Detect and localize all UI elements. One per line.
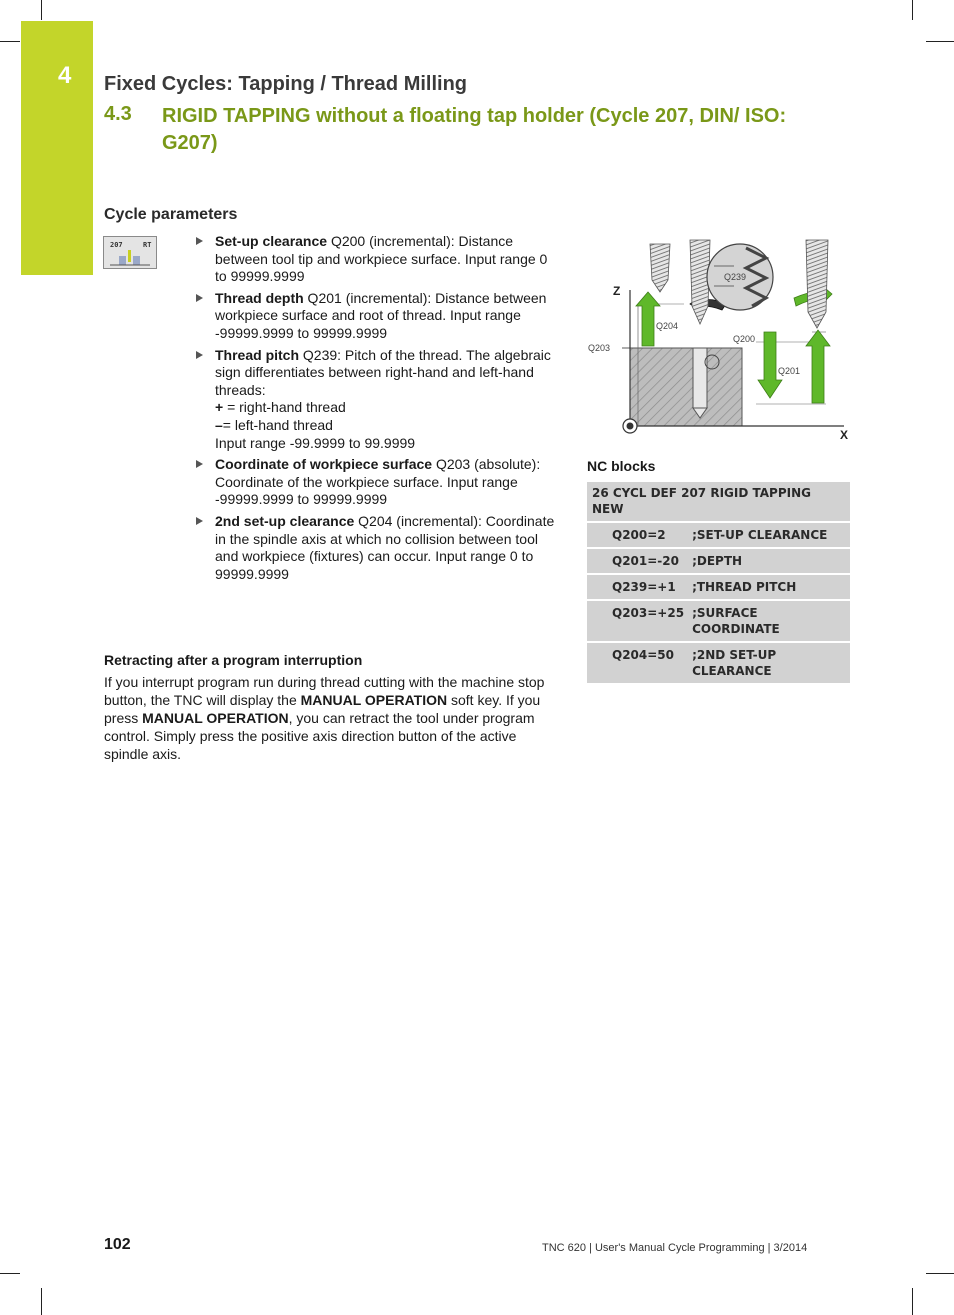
softkey-label-right: RT xyxy=(143,241,152,249)
right-hand-text: = right-hand thread xyxy=(223,399,346,416)
cycle-parameters-heading: Cycle parameters xyxy=(104,206,238,223)
param-term: Coordinate of workpiece surface xyxy=(215,456,433,473)
bullet-arrow-icon xyxy=(196,294,203,302)
crop-mark xyxy=(912,0,913,20)
q203-label: Q203 xyxy=(588,343,611,353)
param-description: Q203 (absolute): Coordinate of the workpiece surface. Input range -99999.9999 to 99999.9999 xyxy=(215,456,541,508)
table-row xyxy=(587,575,850,601)
bullet-arrow-icon xyxy=(196,460,203,468)
nc-comment: ;THREAD PITCH xyxy=(688,575,850,601)
workpiece xyxy=(630,348,742,426)
crop-mark xyxy=(41,1288,42,1315)
bullet-arrow-icon xyxy=(196,517,203,525)
plus-sign: + xyxy=(215,399,224,416)
param-thread-pitch xyxy=(194,347,556,453)
softkey-label-left: 207 xyxy=(110,241,123,249)
tap-tool-1 xyxy=(650,244,670,292)
retracting-paragraph xyxy=(104,673,549,763)
param-setup-clearance xyxy=(194,233,556,286)
nc-blocks-table xyxy=(587,482,850,685)
nc-code: Q204=50 xyxy=(587,643,688,685)
softkey-207-icon xyxy=(103,236,157,269)
tap-tool-3 xyxy=(806,240,828,328)
param-description: Q200 (incremental): Distance between tool tip and workpiece surface. Input range 0 to 99999.9999 xyxy=(215,233,548,285)
rigid-tapping-diagram xyxy=(586,236,854,446)
crop-mark xyxy=(926,1273,954,1274)
pitch-range: Input range -99.9999 to 99.9999 xyxy=(215,434,416,451)
q201-label: Q201 xyxy=(778,366,801,376)
nc-comment: ;SET-UP CLEARANCE xyxy=(688,523,850,549)
param-2nd-setup-clearance xyxy=(194,513,556,583)
nc-code: Q239=+1 xyxy=(587,575,688,601)
nc-comment: ;2ND SET-UP CLEARANCE xyxy=(688,643,850,685)
tapped-hole xyxy=(693,348,707,408)
param-term: 2nd set-up clearance xyxy=(215,512,355,529)
crop-mark xyxy=(0,1273,20,1274)
left-hand-text: = left-hand thread xyxy=(222,416,333,433)
nc-comment: ;SURFACE COORDINATE xyxy=(688,601,850,643)
retract-arrow xyxy=(806,330,830,403)
footer-text: TNC 620 | User's Manual Cycle Programming | 3/2014 xyxy=(542,1242,808,1254)
param-description: Q201 (incremental): Distance between workpiece surface and root of thread. Input range -99999.9999 to 99999.9999 xyxy=(215,289,547,341)
param-description: Q204 (incremental): Coordinate in the spindle axis at which no collision between tool and workpiece (fixtures) can occur. Input range 0 to 99999.9999 xyxy=(215,512,555,582)
nc-code: Q200=2 xyxy=(587,523,688,549)
param-surface-coordinate xyxy=(194,456,556,509)
softkey-name: MANUAL OPERATION xyxy=(300,692,448,708)
q204-arrow xyxy=(636,292,660,346)
chapter-title: Fixed Cycles: Tapping / Thread Milling xyxy=(104,73,468,95)
page-number: 102 xyxy=(104,1236,131,1253)
table-row xyxy=(587,482,850,523)
q200-label: Q200 xyxy=(733,334,756,344)
section-number: 4.3 xyxy=(104,103,132,125)
param-description: Q239: Pitch of the thread. The algebraic sign differentiates between right-hand and left-hand threads: xyxy=(215,346,551,398)
bullet-arrow-icon xyxy=(196,237,203,245)
crop-mark xyxy=(41,0,42,20)
minus-sign: – xyxy=(215,416,223,433)
retract-text-part: soft key. If you press xyxy=(104,692,541,726)
crop-mark xyxy=(0,41,20,42)
q239-label: Q239 xyxy=(724,272,747,282)
chapter-tab xyxy=(21,21,93,275)
parameter-list xyxy=(194,233,556,587)
retract-text-part: , you can retract the tool under program control. Simply press the positive axis direction button of the active spindle axis. xyxy=(104,710,535,762)
axis-z-label: Z xyxy=(613,284,621,298)
nc-comment: ;DEPTH xyxy=(688,549,850,575)
softkey-name: MANUAL OPERATION xyxy=(142,710,289,726)
table-row xyxy=(587,643,850,685)
table-row xyxy=(587,549,850,575)
param-term: Thread depth xyxy=(215,289,304,306)
table-row xyxy=(587,601,850,643)
crop-mark xyxy=(912,1288,913,1315)
bullet-arrow-icon xyxy=(196,351,203,359)
axis-x-label: X xyxy=(840,428,849,442)
nc-blocks-heading: NC blocks xyxy=(587,458,656,474)
q204-label: Q204 xyxy=(656,321,679,331)
table-row xyxy=(587,523,850,549)
retract-text-part: If you interrupt program run during thread cutting with the machine stop button, the TNC will display the xyxy=(104,674,545,708)
chapter-number: 4 xyxy=(58,62,72,89)
retracting-heading: Retracting after a program interruption xyxy=(104,652,363,668)
param-term: Thread pitch xyxy=(215,346,300,363)
nc-code: Q203=+25 xyxy=(587,601,688,643)
crop-mark xyxy=(926,41,954,42)
param-thread-depth xyxy=(194,290,556,343)
section-title: RIGID TAPPING without a floating tap holder (Cycle 207, DIN/ ISO: G207) xyxy=(162,105,787,154)
nc-block-header: 26 CYCL DEF 207 RIGID TAPPING NEW xyxy=(587,482,850,523)
nc-code: Q201=-20 xyxy=(587,549,688,575)
param-term: Set-up clearance xyxy=(215,233,328,249)
